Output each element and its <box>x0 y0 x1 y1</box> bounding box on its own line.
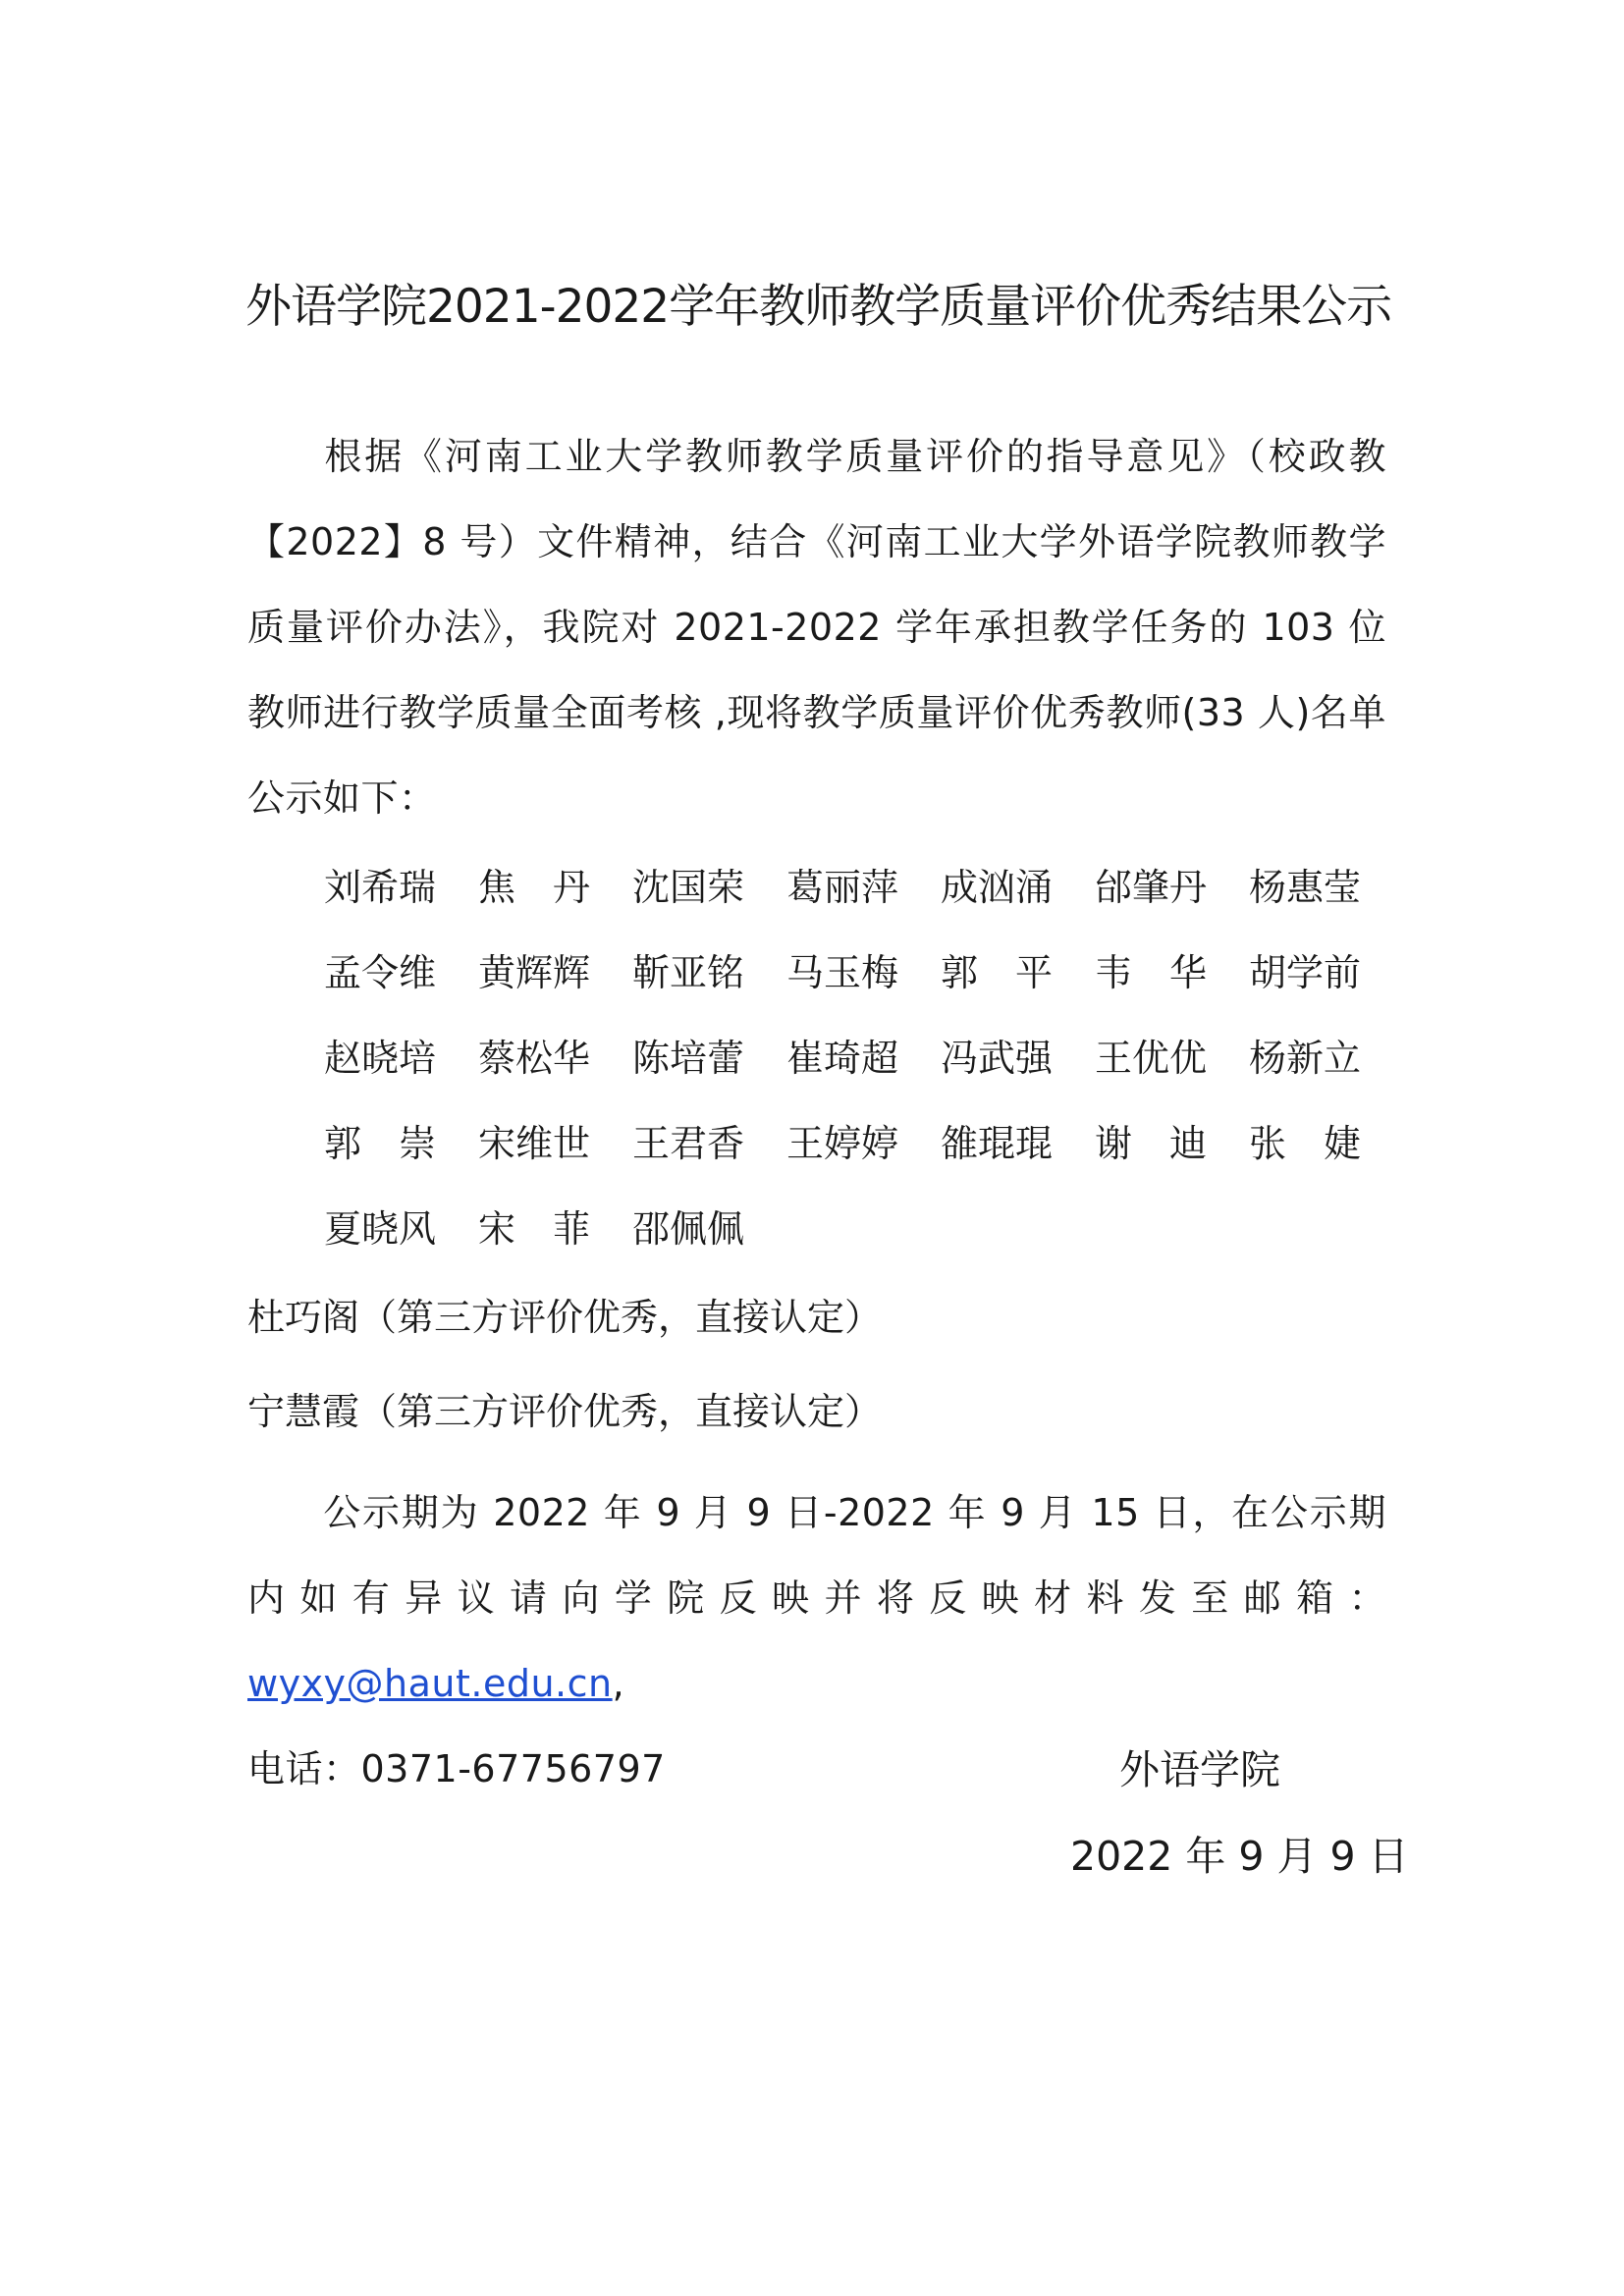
name-row <box>324 845 1404 931</box>
teacher-name: 宋 菲 <box>478 1207 591 1251</box>
teacher-name: 赵晓培 <box>324 1037 437 1080</box>
teacher-name: 杨新立 <box>1249 1037 1362 1080</box>
teacher-name: 孟令维 <box>324 951 437 994</box>
teacher-name: 陈培蕾 <box>632 1037 745 1080</box>
teacher-name: 谢 迪 <box>1095 1122 1208 1165</box>
teacher-name: 韦 华 <box>1095 951 1208 994</box>
teacher-name: 王婷婷 <box>786 1122 899 1165</box>
teacher-name: 黄辉辉 <box>478 951 591 994</box>
teacher-name: 宋维世 <box>478 1122 591 1165</box>
direct-approval-line: 杜巧阁（第三方评价优秀，直接认定） <box>247 1296 883 1339</box>
teacher-name: 崔琦超 <box>786 1037 899 1080</box>
teacher-name: 葛丽萍 <box>786 866 899 909</box>
name-row <box>324 1101 1404 1187</box>
teacher-name: 蔡松华 <box>478 1037 591 1080</box>
teacher-name: 刘希瑞 <box>324 866 437 909</box>
name-row <box>324 1016 1404 1101</box>
signature-org: 外语学院 <box>1119 1746 1280 1793</box>
teacher-name-list <box>324 845 1404 1272</box>
teacher-name: 沈国荣 <box>632 866 745 909</box>
name-row <box>324 931 1404 1016</box>
teacher-name: 张 婕 <box>1249 1122 1362 1165</box>
name-row <box>324 1187 1404 1272</box>
teacher-name: 雒琨琨 <box>941 1122 1054 1165</box>
teacher-name: 成汹涌 <box>941 866 1054 909</box>
teacher-name: 马玉梅 <box>786 951 899 994</box>
teacher-name: 邰肇丹 <box>1095 866 1208 909</box>
teacher-name: 胡学前 <box>1249 951 1362 994</box>
teacher-name: 王君香 <box>632 1122 745 1165</box>
teacher-name: 冯武强 <box>941 1037 1054 1080</box>
intro-text: 根据《河南工业大学教师教学质量评价的指导意见》（校政教【2022】8 号）文件精神，结合《河南工业大学外语学院教师教学质量评价办法》，我院对 2021-2022 学年承担教学任务的 103 位教师进行教学质量全面考核 ,现将教学质量评价优秀教师(33 人)名单公示如下： <box>247 435 1386 820</box>
intro-paragraph <box>247 414 1386 841</box>
teacher-name: 夏晓风 <box>324 1207 437 1251</box>
direct-approval-line: 宁慧霞（第三方评价优秀，直接认定） <box>247 1390 883 1433</box>
teacher-name: 郭 崇 <box>324 1122 437 1165</box>
teacher-name: 邵佩佩 <box>632 1207 745 1251</box>
teacher-name: 郭 平 <box>941 951 1054 994</box>
phone-line: 电话：0371-67756797 <box>247 1747 666 1790</box>
teacher-name: 王优优 <box>1095 1037 1208 1080</box>
notice-text: 公示期为 2022 年 9 月 9 日-2022 年 9 月 15 日，在公示期内如有异议请向学院反映并将反映材料发至邮箱： <box>247 1491 1386 1620</box>
email-link[interactable]: wyxy@haut.edu.cn <box>247 1662 613 1705</box>
teacher-name: 杨惠莹 <box>1249 866 1362 909</box>
teacher-name: 焦 丹 <box>478 866 591 909</box>
notice-comma: , <box>612 1662 625 1705</box>
teacher-name: 靳亚铭 <box>632 951 745 994</box>
document-title: 外语学院2021-2022学年教师教学质量评价优秀结果公示 <box>245 280 1392 334</box>
signature-date: 2022 年 9 月 9 日 <box>1070 1833 1409 1880</box>
